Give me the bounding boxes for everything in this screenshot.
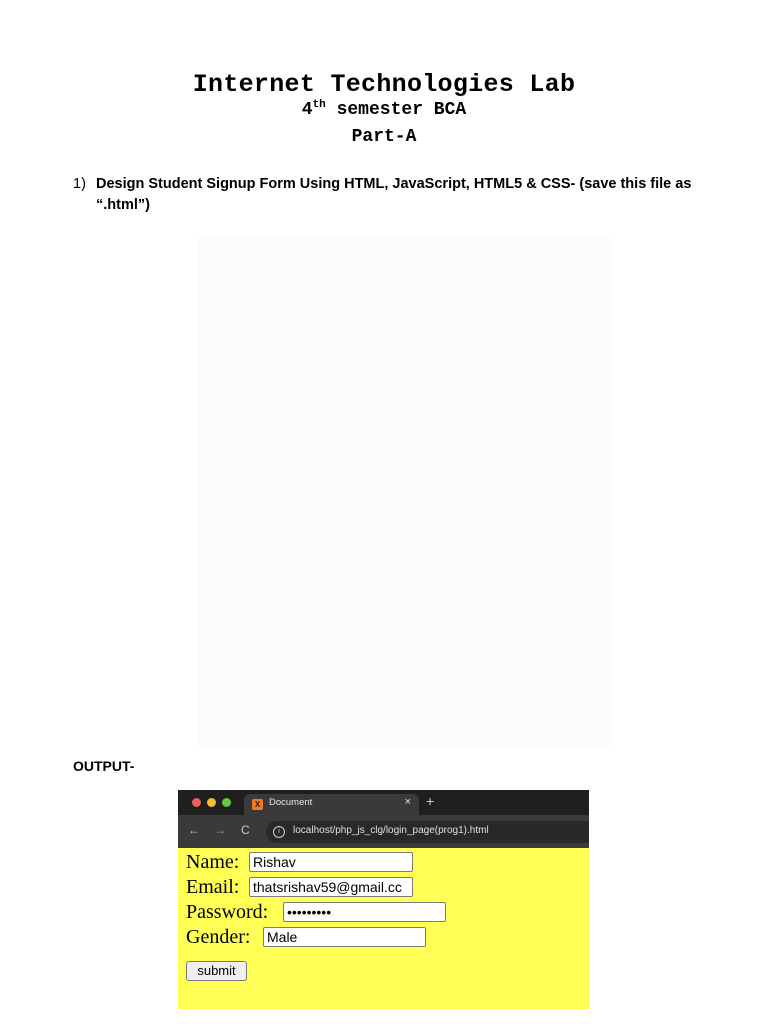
question-text: Design Student Signup Form Using HTML, JavaScript, HTML5 & CSS- (save this file as “.html”) <box>96 176 692 213</box>
document-part: Part-A <box>351 127 417 147</box>
browser-window <box>178 790 589 1009</box>
minimize-window-icon[interactable] <box>207 798 216 807</box>
semester-text: semester BCA <box>325 100 467 120</box>
new-tab-icon[interactable]: + <box>426 793 435 809</box>
semester-superscript: th <box>312 99 326 111</box>
address-bar[interactable] <box>266 821 589 843</box>
email-label: Email: <box>186 876 240 898</box>
browser-tab[interactable] <box>244 794 419 815</box>
tab-title: Document <box>269 797 313 808</box>
site-info-icon[interactable]: i <box>273 826 285 838</box>
semester-number: 4 <box>301 100 313 120</box>
url-text[interactable]: localhost/php_js_clg/login_page(prog1).html <box>293 825 489 836</box>
back-arrow-icon[interactable]: ← <box>188 823 200 837</box>
name-input[interactable]: Rishav <box>249 852 413 872</box>
submit-button[interactable]: submit <box>186 961 247 981</box>
code-screenshot-area <box>198 238 612 746</box>
password-input[interactable]: ••••••••• <box>283 902 446 922</box>
maximize-window-icon[interactable] <box>222 798 231 807</box>
browser-tab-bar <box>178 790 589 815</box>
gender-label: Gender: <box>186 926 251 948</box>
reload-icon[interactable]: C <box>241 823 250 837</box>
xampp-favicon-icon: X <box>252 799 263 810</box>
output-label: OUTPUT- <box>73 758 135 774</box>
forward-arrow-icon[interactable]: → <box>214 823 226 837</box>
question-number: 1) <box>73 176 86 192</box>
gender-input[interactable]: Male <box>263 927 426 947</box>
browser-toolbar <box>178 815 589 848</box>
name-label: Name: <box>186 851 240 873</box>
signup-form <box>178 848 589 1009</box>
question-item <box>73 174 703 216</box>
close-tab-icon[interactable]: × <box>404 796 411 808</box>
password-label: Password: <box>186 901 269 923</box>
email-input[interactable]: thatsrishav59@gmail.cc <box>249 877 413 897</box>
document-subtitle <box>0 100 768 120</box>
close-window-icon[interactable] <box>192 798 201 807</box>
document-title: Internet Technologies Lab <box>192 70 576 99</box>
